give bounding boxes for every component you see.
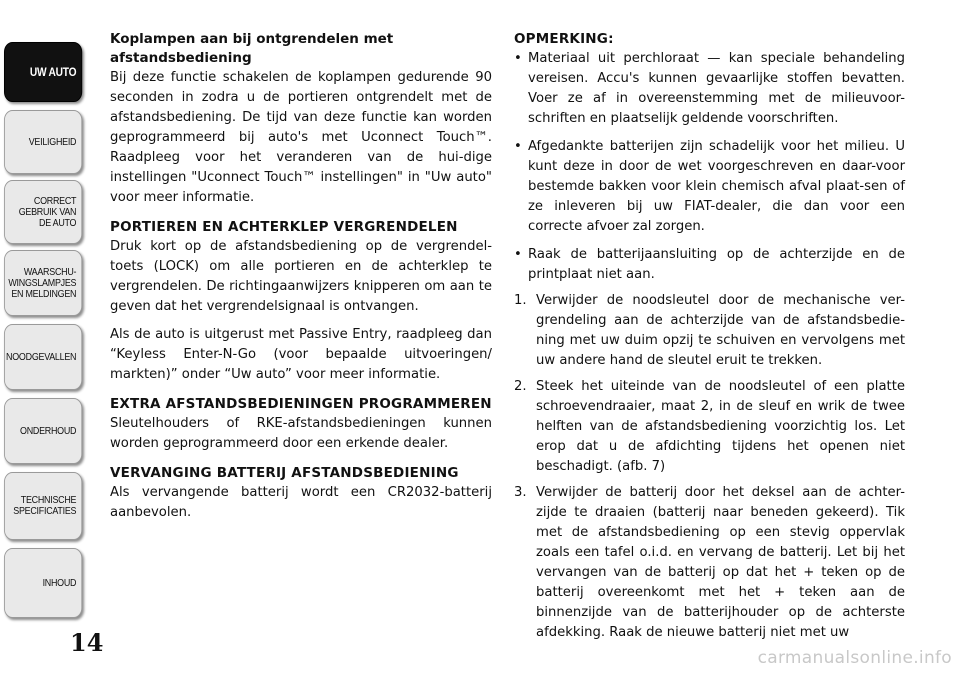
- step-text: Verwijder de noodsleutel door de mechanische ver-grendeling aan de achterzijde van de afstandsbedie-ning met uw duim opzij te schuiven en vervolgens met uw andere hand de sleutel eruit te trekken.: [536, 293, 905, 368]
- chapter-tabs: [0, 0, 98, 640]
- step-number: 1.: [514, 293, 527, 308]
- bullet-symbol: •: [514, 139, 522, 154]
- tab-inhoud[interactable]: INHOUD: [4, 548, 82, 618]
- bullet-symbol: •: [514, 51, 522, 66]
- tab-veiligheid[interactable]: VEILIGHEID: [4, 110, 82, 174]
- step-item: [514, 483, 905, 643]
- note-bullet-text: Materiaal uit perchloraat — kan speciale behandeling vereisen. Accu's kunnen gevaarlijke stoffen bevatten. Voer ze af in overeenstemming met de milieuvoor-schriften en plaatselijk geldende voorschriften.: [528, 51, 905, 126]
- step-number: 2.: [514, 379, 527, 394]
- note-bullet: [514, 245, 905, 285]
- step-item: [514, 377, 905, 477]
- step-item: [514, 291, 905, 371]
- tab-uw-auto[interactable]: UW AUTO: [4, 42, 82, 102]
- page-number: 14: [70, 628, 104, 657]
- note-bullet-text: Afgedankte batterijen zijn schadelijk voor het milieu. U kunt deze in door de wet voorgeschreven en daar-voor bestemde bakken voor klein chemisch afval plaat-sen of ze inleveren bij uw FIAT-dealer, die dan voor een correcte afvoer zal zorgen.: [528, 139, 905, 234]
- section-title-extra-afstandsbedieningen: EXTRA AFSTANDSBEDIENINGEN PROGRAMMEREN: [110, 396, 492, 412]
- tab-waarschuwingslampjes[interactable]: WAARSCHU- WINGSLAMPJES EN MELDINGEN: [4, 250, 82, 316]
- paragraph-koplampen: Bij deze functie schakelen de koplampen gedurende 90 seconden in zodra u de portieren ontgrendelt met de afstandsbediening. De tijd van deze functie kan worden geprogrammeerd bij auto's met Uconnect Touch™. Raadpleeg voor het veranderen van de hui-dige instellingen "Uconnect Touch™ instellingen" in "Uw auto" voor meer informatie.: [110, 70, 492, 205]
- tab-technische-specificaties[interactable]: TECHNISCHE SPECIFICATIES: [4, 472, 82, 540]
- left-column: [110, 30, 492, 523]
- tab-correct-gebruik[interactable]: CORRECT GEBRUIK VAN DE AUTO: [4, 180, 82, 244]
- note-bullet-text: Raak de batterijaansluiting op de achterzijde en de printplaat niet aan.: [528, 247, 905, 282]
- paragraph-extra-afstandsbedieningen: Sleutelhouders of RKE-afstandsbedieningen kunnen worden geprogrammeerd door een erkende dealer.: [110, 416, 492, 451]
- note-title: OPMERKING:: [514, 31, 614, 47]
- step-text: Steek het uiteinde van de noodsleutel of een platte schroevendraaier, maat 2, in de sleuf en wrik de twee helften van de afstandsbediening voorzichtig los. Let erop dat u de afdichting tijdens het openen niet beschadigt. (afb. 7): [536, 379, 905, 474]
- tab-noodgevallen[interactable]: NOODGEVALLEN: [4, 324, 82, 390]
- paragraph-vervanging-batterij: Als vervangende batterij wordt een CR2032-batterij aanbevolen.: [110, 485, 492, 520]
- watermark: carmanualsonline.info: [757, 648, 952, 668]
- paragraph-portieren-2: Als de auto is uitgerust met Passive Entry, raadpleeg dan “Keyless Enter-N-Go (voor bepaalde uitvoeringen/ markten)” onder “Uw auto” voor meer informatie.: [110, 327, 492, 382]
- right-column: [514, 30, 905, 643]
- step-number: 3.: [514, 485, 527, 500]
- paragraph-portieren-1: Druk kort op de afstandsbediening op de vergrendel-toets (LOCK) om alle portieren en de achterklep te vergrendelen. De richtingaanwijzers knipperen om aan te geven dat het vergrendelsignaal is ontvangen.: [110, 239, 492, 314]
- step-text: Verwijder de batterij door het deksel aan de achter-zijde te draaien (batterij naar beneden gekeerd). Tik met de afstandsbediening op een stevig oppervlak zoals een tafel o.i.d. en vervang de batterij. Let bij het vervangen van de batterij op dat het + teken op de batterij overeenkomt met het + teken aan de binnenzijde van de batterijhouder op de achterste afdekking. Raak de nieuwe batterij niet met uw: [536, 485, 905, 640]
- section-title-portieren: PORTIEREN EN ACHTERKLEP VERGRENDELEN: [110, 219, 458, 235]
- section-title-koplampen: Koplampen aan bij ontgrendelen met afstandsbediening: [110, 31, 394, 66]
- tab-onderhoud[interactable]: ONDERHOUD: [4, 398, 82, 464]
- bullet-symbol: •: [514, 247, 522, 262]
- section-title-vervanging-batterij: VERVANGING BATTERIJ AFSTANDSBEDIENING: [110, 465, 459, 481]
- note-bullet: [514, 49, 905, 129]
- note-bullet: [514, 137, 905, 237]
